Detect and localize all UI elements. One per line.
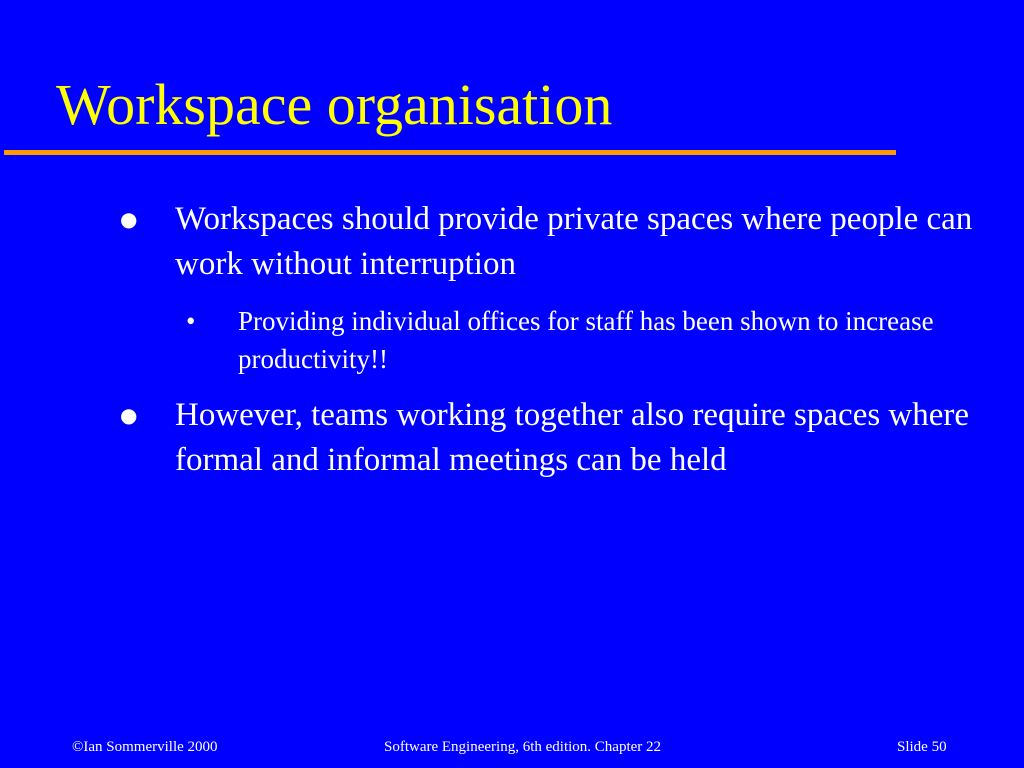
footer-book-title: Software Engineering, 6th edition. Chapter 22: [384, 739, 662, 755]
bullet-dot-icon: ●: [120, 207, 138, 231]
sub-bullet-dot-icon: •: [186, 306, 196, 336]
bullet-dot-icon: ●: [120, 403, 138, 427]
title-underline: [4, 150, 896, 155]
slide-title: Workspace organisation: [56, 72, 613, 137]
bullet-item: [120, 393, 975, 483]
bullet-text: Workspaces should provide private spaces where people can work without interruption: [175, 201, 973, 282]
sub-bullet-item: [186, 302, 998, 378]
bullet-text: However, teams working together also require spaces where formal and informal meetings can be held: [175, 397, 970, 478]
footer-slide-number: Slide 50: [897, 739, 947, 755]
sub-bullet-text: Providing individual offices for staff has been shown to increase productivity!!: [238, 306, 934, 374]
footer-copyright: ©Ian Sommerville 2000: [72, 739, 218, 755]
bullet-item: [120, 197, 975, 287]
